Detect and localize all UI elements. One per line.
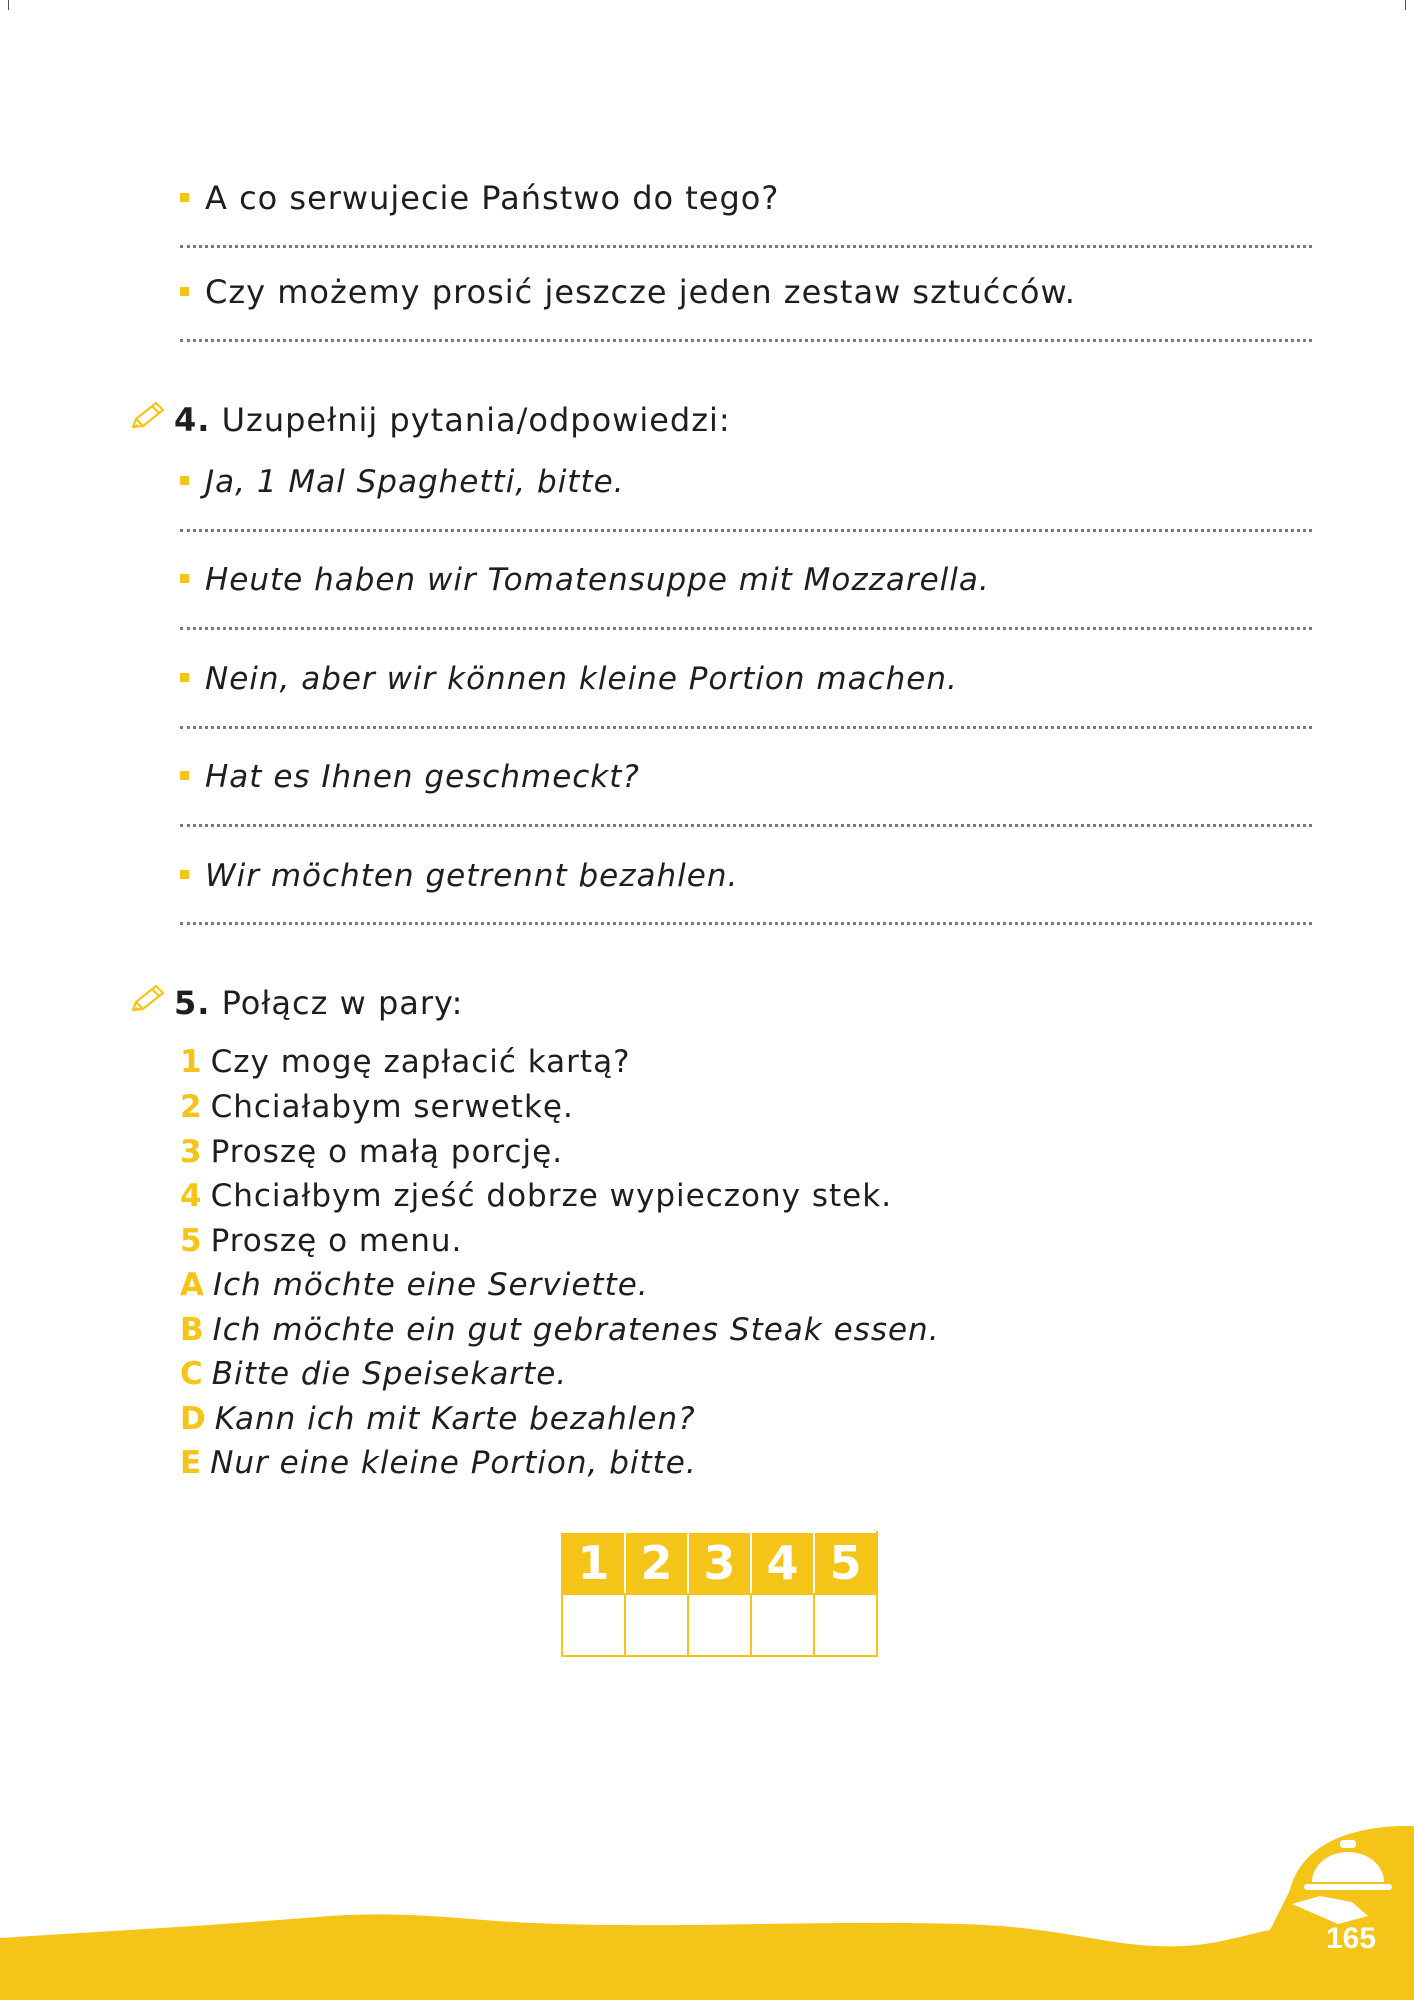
pencil-icon — [130, 399, 174, 439]
polish-sentence: 5 Proszę o menu. — [180, 1223, 463, 1259]
answer-grid-header — [562, 1532, 877, 1594]
pencil-icon — [130, 982, 174, 1022]
exercise-4-item: Heute haben wir Tomatensuppe mit Mozzarella. — [180, 560, 990, 600]
answer-line[interactable] — [180, 245, 1312, 248]
answer-grid-input-row — [562, 1594, 877, 1656]
answer-grid-header-cell: 2 — [625, 1532, 688, 1594]
german-sentence: E Nur eine kleine Portion, bitte. — [180, 1445, 697, 1481]
answer-line[interactable] — [180, 726, 1312, 729]
footer-wave — [0, 1820, 1414, 2000]
exercise-5-heading: 5. Połącz w pary: — [130, 983, 463, 1025]
answer-line[interactable] — [180, 824, 1312, 827]
page-number: 165 — [1326, 1922, 1377, 1955]
answer-cell[interactable] — [562, 1594, 625, 1656]
polish-sentence: 2 Chciałabym serwetkę. — [180, 1089, 574, 1125]
exercise-4-heading: 4. Uzupełnij pytania/odpowiedzi: — [130, 400, 731, 442]
exercise-4-item: Hat es Ihnen geschmeckt? — [180, 757, 640, 797]
translation-prompt: A co serwujecie Państwo do tego? — [180, 178, 779, 218]
answer-line[interactable] — [180, 529, 1312, 532]
answer-cell[interactable] — [625, 1594, 688, 1656]
german-sentence: A Ich möchte eine Serviette. — [180, 1267, 649, 1303]
answer-cell[interactable] — [751, 1594, 814, 1656]
german-sentence: C Bitte die Speisekarte. — [180, 1356, 568, 1392]
answer-grid-header-cell: 4 — [751, 1532, 814, 1594]
answer-line[interactable] — [180, 627, 1312, 630]
bullet-icon — [180, 771, 189, 780]
answer-line[interactable] — [180, 339, 1312, 342]
german-sentence: D Kann ich mit Karte bezahlen? — [180, 1401, 696, 1437]
exercise-4-item: Wir möchten getrennt bezahlen. — [180, 856, 738, 896]
bullet-icon — [180, 574, 189, 583]
exercise-4-item: Nein, aber wir können kleine Portion machen. — [180, 659, 958, 699]
answer-grid — [561, 1531, 878, 1657]
answer-grid-header-cell: 3 — [688, 1532, 751, 1594]
bullet-icon — [180, 476, 189, 485]
crop-mark-left — [8, 0, 9, 10]
answer-grid-header-cell: 5 — [814, 1532, 877, 1594]
exercise-4-item: Ja, 1 Mal Spaghetti, bitte. — [180, 462, 625, 502]
polish-sentence: 3 Proszę o małą porcję. — [180, 1134, 564, 1170]
bullet-icon — [180, 870, 189, 879]
answer-cell[interactable] — [688, 1594, 751, 1656]
bullet-icon — [180, 673, 189, 682]
polish-sentence: 4 Chciałbym zjeść dobrze wypieczony stek. — [180, 1178, 893, 1214]
answer-grid-header-cell: 1 — [562, 1532, 625, 1594]
crop-mark-right — [1405, 0, 1406, 10]
translation-prompt: Czy możemy prosić jeszcze jeden zestaw sztućców. — [180, 272, 1076, 312]
polish-sentence: 1 Czy mogę zapłacić kartą? — [180, 1044, 631, 1080]
answer-cell[interactable] — [814, 1594, 877, 1656]
bullet-icon — [180, 287, 189, 296]
bullet-icon — [180, 193, 189, 202]
answer-line[interactable] — [180, 922, 1312, 925]
german-sentence: B Ich möchte ein gut gebratenes Steak essen. — [180, 1312, 940, 1348]
